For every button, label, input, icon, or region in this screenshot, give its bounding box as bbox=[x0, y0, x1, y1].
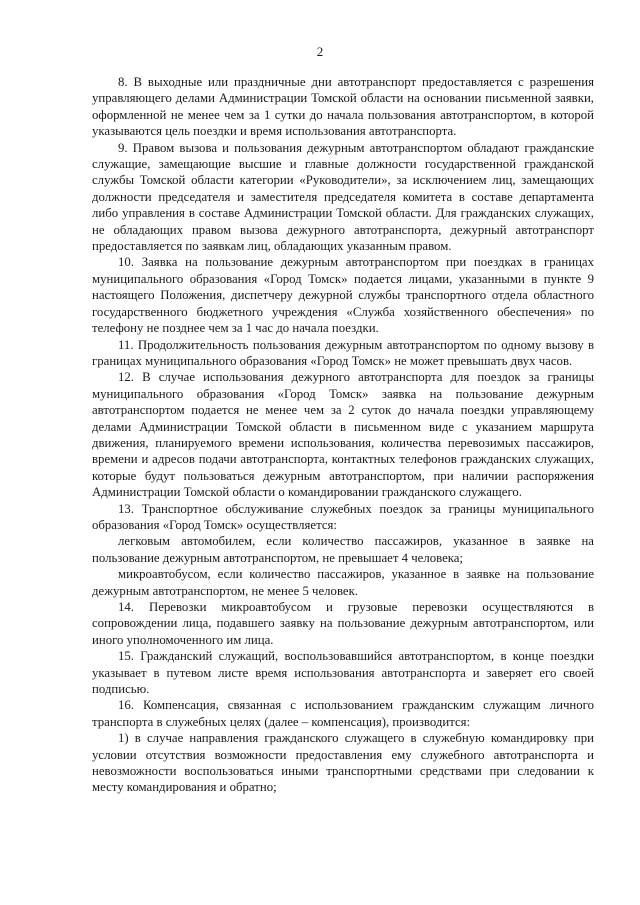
paragraph-13-minibus: микроавтобусом, если количество пассажиров, указанное в заявке на пользование дежурным автотранспортом, не менее 5 человек. bbox=[92, 567, 594, 598]
paragraph-11: 11. Продолжительность пользования дежурным автотранспортом по одному вызову в границах муниципального образования «Город Томск» не может превышать двух часов. bbox=[92, 337, 594, 368]
paragraph-16: 16. Компенсация, связанная с использованием гражданским служащим личного транспорта в служебных целях (далее – компенсация), производится: bbox=[92, 698, 594, 729]
paragraph-9: 9. Правом вызова и пользования дежурным автотранспортом обладают гражданские служащие, замещающие высшие и главные должности государственной гражданской службы Томской области категории «Руководители», за исключением лиц, замещающих должности председателя и заместителя председателя комитета в составе департамента либо управления в составе Администрации Томской области. Для гражданских служащих, не обладающих правом вызова дежурного автотранспорта, дежурный автотранспорт предоставляется по заявкам лиц, обладающих указанным правом. bbox=[92, 140, 594, 254]
paragraph-14: 14. Перевозки микроавтобусом и грузовые перевозки осуществляются в сопровождении лица, подавшего заявку на пользование дежурным автотранспортом, или иного уполномоченного им лица. bbox=[92, 600, 594, 647]
paragraph-13: 13. Транспортное обслуживание служебных поездок за границы муниципального образования «Город Томск» осуществляется: bbox=[92, 501, 594, 532]
paragraph-12: 12. В случае использования дежурного автотранспорта для поездок за границы муниципального образования «Город Томск» заявка на пользование дежурным автотранспортом подается не менее чем за 2 суток до начала поездки управляющему делами Администрации Томской области в письменном виде с указанием маршрута движения, планируемого времени использования, количества перевозимых пассажиров, времени и адресов подачи автотранспорта, контактных телефонов гражданских служащих, которые будут пользоваться дежурным автотранспортом, при наличии распоряжения Администрации Томской области о командировании гражданского служащего. bbox=[92, 370, 594, 500]
paragraph-13-car: легковым автомобилем, если количество пассажиров, указанное в заявке на пользование дежурным автотранспортом, не превышает 4 человека; bbox=[92, 534, 594, 565]
paragraph-15: 15. Гражданский служащий, воспользовавшийся автотранспортом, в конце поездки указывает в путевом листе время использования автотранспорта и заверяет его своей подписью. bbox=[92, 649, 594, 697]
page-number: 2 bbox=[316, 44, 324, 59]
document-body bbox=[92, 74, 594, 796]
paragraph-10: 10. Заявка на пользование дежурным автотранспортом при поездках в границах муниципального образования «Город Томск» подается лицами, указанными в пункте 9 настоящего Положения, диспетчеру дежурной службы транспортного отдела областного государственного бюджетного учреждения «Служба хозяйственного обеспечения» по телефону не позднее чем за 1 час до начала поездки. bbox=[92, 255, 594, 336]
paragraph-16-item-1: 1) в случае направления гражданского служащего в служебную командировку при условии отсутствия возможности предоставления ему служебного автотранспорта и невозможности воспользоваться иными транспортными средствами при следовании к месту командирования и обратно; bbox=[92, 731, 594, 795]
paragraph-8: 8. В выходные или праздничные дни автотранспорт предоставляется с разрешения управляющего делами Администрации Томской области на основании письменной заявки, оформленной не менее чем за 1 сутки до начала пользования автотранспортом, в которой указываются цель поездки и время использования автотранспорта. bbox=[92, 75, 594, 139]
